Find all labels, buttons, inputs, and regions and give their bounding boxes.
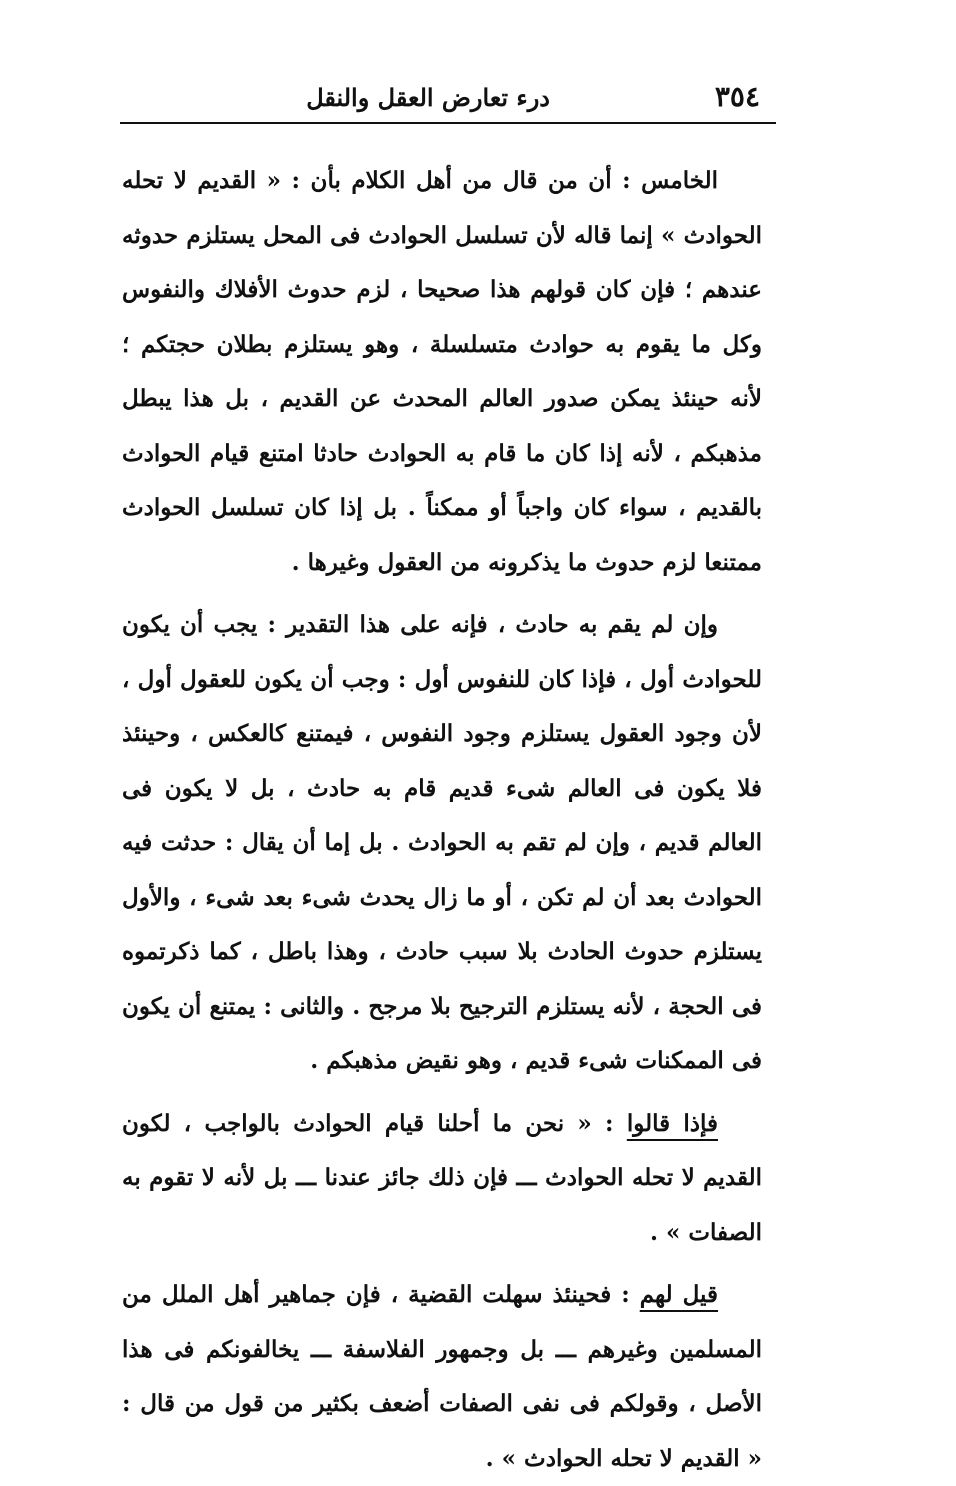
paragraph-text: : « نحن ما أحلنا قيام الحوادث بالواجب ، لكون القديم لا تحله الحوادث ـــ فإن ذلك جائز عندنا ـــ بل لأنه لا تقوم به الصفات » .: [122, 1109, 762, 1246]
page-body: [122, 154, 762, 1486]
paragraph-fifth-argument: [122, 154, 762, 590]
objection-lead: فإذا قالوا: [626, 1109, 718, 1137]
header-divider: [120, 122, 776, 124]
paragraph-objection: [122, 1097, 762, 1261]
reply-lead: قيل لهم: [639, 1281, 718, 1308]
page-number: ٣٥٤: [714, 80, 760, 113]
paragraph-reply: [122, 1268, 762, 1486]
paragraph-text: الخامس : أن من قال من أهل الكلام بأن : « القديم لا تحله الحوادث » إنما قاله لأن تسلسل الحوادث فى المحل يستلزم حدوثه عندهم ؛ فإن كان قولهم هذا صحيحا ، لزم حدوث الأفلاك والنفوس وكل ما يقوم به حوادث متسلسلة ، وهو يستلزم بطلان حجتكم ؛ لأنه حينئذ يمكن صدور العالم المحدث عن القديم ، بل هذا يبطل مذهبكم ، لأنه إذا كان ما قام به الحوادث حادثا امتنع قيام الحوادث بالقديم ، سواء كان واجباً أو ممكناً . بل إذا كان تسلسل الحوادث ممتنعا لزم حدوث ما يذكرونه من العقول وغيرها .: [122, 167, 762, 576]
page-header: [120, 78, 760, 120]
paragraph-no-originated: [122, 598, 762, 1089]
paragraph-text: وإن لم يقم به حادث ، فإنه على هذا التقدير : يجب أن يكون للحوادث أول ، فإذا كان للنفوس أول : وجب أن يكون للعقول أول ، لأن وجود العقول يستلزم وجود النفوس ، فيمتنع كالعكس ، وحينئذ فلا يكون فى العالم شىء قديم قام به حادث ، بل لا يكون فى العالم قديم ، وإن لم تقم به الحوادث . بل إما أن يقال : حدثت فيه الحوادث بعد أن لم تكن ، أو ما زال يحدث شىء بعد شىء ، والأول يستلزم حدوث الحادث بلا سبب حادث ، وهذا باطل ، كما ذكرتموه فى الحجة ، لأنه يستلزم الترجيح بلا مرجح . والثانى : يمتنع أن يكون فى الممكنات شىء قديم ، وهو نقيض مذهبكم .: [122, 611, 762, 1074]
running-title: درء تعارض العقل والنقل: [306, 83, 550, 112]
paragraph-text: : فحينئذ سهلت القضية ، فإن جماهير أهل الملل من المسلمين وغيرهم ـــ بل وجمهور الفلاسفة ـــ يخالفونكم فى هذا الأصل ، وقولكم فى نفى الصفات أضعف بكثير من قول من قال : « القديم لا تحله الحوادث » .: [122, 1281, 762, 1472]
